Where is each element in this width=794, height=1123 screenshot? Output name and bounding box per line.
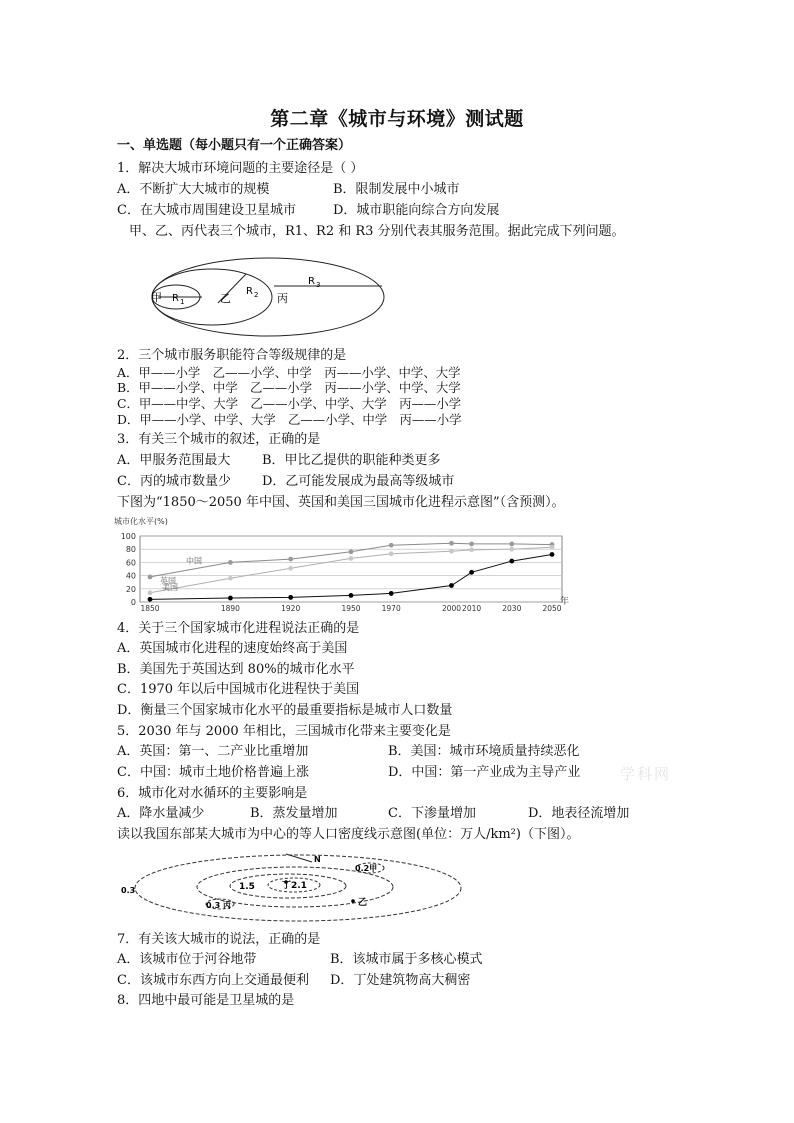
chart-y-tick-label: 100 xyxy=(120,532,136,541)
r2-subscript: 2 xyxy=(254,291,259,299)
chart-data-point xyxy=(288,557,293,562)
q1-option-d: D．城市职能向综合方向发展 xyxy=(333,203,500,218)
q1-option-a: A．不断扩大大城市的规模 xyxy=(117,182,270,197)
q7-option-c: C．该城市东西方向上交通最便利 xyxy=(117,973,309,988)
q3-option-a: A．甲服务范围最大 xyxy=(117,453,231,468)
chart-data-point xyxy=(509,542,514,547)
chart-data-point xyxy=(449,541,454,546)
chart-data-point xyxy=(550,545,555,550)
chart-y-tick-label: 0 xyxy=(130,598,136,607)
chart-x-tick-label: 1970 xyxy=(381,604,401,613)
chart-y-tick-label: 20 xyxy=(125,584,136,594)
q5-option-d: D．中国：第一产业成为主导产业 xyxy=(388,765,581,780)
chart-data-point xyxy=(349,556,354,561)
chart-data-point xyxy=(228,576,233,581)
q3-stem: 3．有关三个城市的叙述，正确的是 xyxy=(117,432,321,447)
q4-option-c: C．1970 年以后中国城市化进程快于美国 xyxy=(117,682,360,697)
q2-option-d: D．甲——小学、中学、大学 乙——小学、中学 丙——小学 xyxy=(117,412,462,427)
q4-option-a: A．英国城市化进程的速度始终高于美国 xyxy=(117,641,348,656)
chart-y-tick-label: 80 xyxy=(125,545,136,555)
yi-label: 乙 xyxy=(358,898,368,908)
q4-option-b: B．美国先于英国达到 80%的城市化水平 xyxy=(117,662,355,677)
chart-x-tick-label: 1950 xyxy=(341,604,361,613)
chart-series-label: 美国 xyxy=(162,583,178,593)
chart-data-point xyxy=(509,559,514,564)
service-range-diagram xyxy=(150,256,386,338)
q7-option-d: D．丁处建筑物高大稠密 xyxy=(330,973,471,988)
chart-data-point xyxy=(148,575,153,580)
r3-subscript: 3 xyxy=(316,281,321,289)
contour-1.5-label: 1.5 xyxy=(239,882,255,892)
q4-stem: 4．关于三个国家城市化进程说法正确的是 xyxy=(117,621,360,636)
section-heading: 一、单选题（每小题只有一个正确答案） xyxy=(117,138,352,153)
r2-label: R xyxy=(246,286,253,297)
chart-y-axis-label: 城市化水平(%) xyxy=(114,517,168,526)
chart-x-tick-label: 1920 xyxy=(281,604,301,613)
chart-data-point xyxy=(389,543,394,548)
population-density-diagram xyxy=(112,846,472,924)
chart-data-point xyxy=(349,593,354,598)
chart-frame xyxy=(140,536,562,602)
chart-x-axis-label: 年 xyxy=(560,597,570,607)
q1-stem: 1．解决大城市环境问题的主要途径是（ ） xyxy=(117,161,364,176)
chart-x-tick-label: 2010 xyxy=(462,604,482,613)
city-jia-label: 甲 xyxy=(151,291,162,304)
r3-label: R xyxy=(308,276,315,287)
q4-option-d: D．衡量三个国家城市化水平的最重要指标是城市人口数量 xyxy=(117,703,453,718)
q2-option-c: C．甲——中学、大学 乙——小学、中学、大学 丙——小学 xyxy=(117,396,462,411)
chart-series-label: 中国 xyxy=(186,556,202,566)
chart-data-point xyxy=(148,590,153,595)
chart-x-tick-label: 1890 xyxy=(220,604,240,613)
q5-stem: 5．2030 年与 2000 年相比，三国城市化带来主要变化是 xyxy=(117,724,451,739)
q6-option-d: D．地表径流增加 xyxy=(528,806,630,821)
chart-data-point xyxy=(288,595,293,600)
chart-data-point xyxy=(469,542,474,547)
q8-stem: 8．四地中最可能是卫星城的是 xyxy=(117,993,295,1008)
q5-option-b: B．美国：城市环境质量持续恶化 xyxy=(388,744,580,759)
chart-y-tick-label: 40 xyxy=(125,571,136,581)
intro-chart: 下图为“1850～2050 年中国、英国和美国三国城市化进程示意图”（含预测）。 xyxy=(117,495,565,510)
chart-data-point xyxy=(389,551,394,556)
q1-option-b: B．限制发展中小城市 xyxy=(333,182,460,197)
north-label: N xyxy=(314,855,321,864)
city-yi-label: 乙 xyxy=(220,292,231,305)
chart-data-point xyxy=(228,596,233,601)
urbanization-chart xyxy=(112,514,582,614)
q3-option-d: D．乙可能发展成为最高等级城市 xyxy=(262,474,455,489)
q7-option-a: A．该城市位于河谷地带 xyxy=(117,952,257,967)
chart-series-label: 英国 xyxy=(160,576,176,586)
chart-data-point xyxy=(550,552,555,557)
q6-option-a: A．降水量减少 xyxy=(117,806,205,821)
ding-label: 丁2.1 xyxy=(282,881,307,891)
chart-data-point xyxy=(469,570,474,575)
chart-x-tick-label: 2050 xyxy=(542,604,562,613)
r1-label: R xyxy=(172,293,179,304)
q6-option-b: B．蒸发量增加 xyxy=(250,806,338,821)
chart-data-point xyxy=(449,549,454,554)
intro-cities: 甲、乙、丙代表三个城市，R1、R2 和 R3 分别代表其服务范围。据此完成下列问题。 xyxy=(129,224,625,239)
jia-label: 0.2甲 xyxy=(355,864,378,873)
watermark: 学科网 xyxy=(620,765,672,783)
contour-0.3-label: 0.3 xyxy=(121,886,136,895)
chart-data-point xyxy=(288,566,293,571)
q6-stem: 6．城市化对水循环的主要影响是 xyxy=(117,786,308,801)
chart-x-tick-label: 2030 xyxy=(502,604,522,613)
q7-option-b: B．该城市属于多核心模式 xyxy=(330,952,483,967)
chart-data-point xyxy=(469,547,474,552)
r1-subscript: 1 xyxy=(180,298,185,306)
page-title: 第二章《城市与环境》测试题 xyxy=(270,108,524,130)
q2-stem: 2．三个城市服务职能符合等级规律的是 xyxy=(117,348,347,363)
chart-series-line xyxy=(150,555,552,600)
q1-option-c: C．在大城市周围建设卫星城市 xyxy=(117,203,296,218)
chart-data-point xyxy=(509,547,514,552)
q3-option-b: B．甲比乙提供的职能种类更多 xyxy=(262,453,441,468)
chart-data-point xyxy=(349,549,354,554)
city-bing-label: 丙 xyxy=(277,292,288,305)
chart-y-tick-label: 60 xyxy=(125,558,136,568)
chart-x-tick-label: 1850 xyxy=(140,604,160,613)
chart-x-tick-label: 2000 xyxy=(441,604,462,613)
chart-data-point xyxy=(389,591,394,596)
bing-label: 0.3 丙 xyxy=(206,901,231,910)
q5-option-a: A．英国：第一、二产业比重增加 xyxy=(117,744,309,759)
chart-data-point xyxy=(228,560,233,565)
chart-data-point xyxy=(148,597,153,602)
intro-density-map: 读以我国东部某大城市为中心的等人口密度线示意图(单位：万人/km²)（下图）。 xyxy=(117,827,580,842)
q2-option-a: A．甲——小学 乙——小学、中学 丙——小学、中学、大学 xyxy=(117,365,461,380)
chart-data-point xyxy=(449,583,454,588)
q3-option-c: C．丙的城市数量少 xyxy=(117,474,231,489)
q5-option-c: C．中国：城市土地价格普遍上涨 xyxy=(117,765,309,780)
q2-option-b: B．甲——小学、中学 乙——小学 丙——小学、中学、大学 xyxy=(117,380,461,395)
q7-stem: 7．有关该大城市的说法，正确的是 xyxy=(117,932,321,947)
q6-option-c: C．下渗量增加 xyxy=(388,806,476,821)
